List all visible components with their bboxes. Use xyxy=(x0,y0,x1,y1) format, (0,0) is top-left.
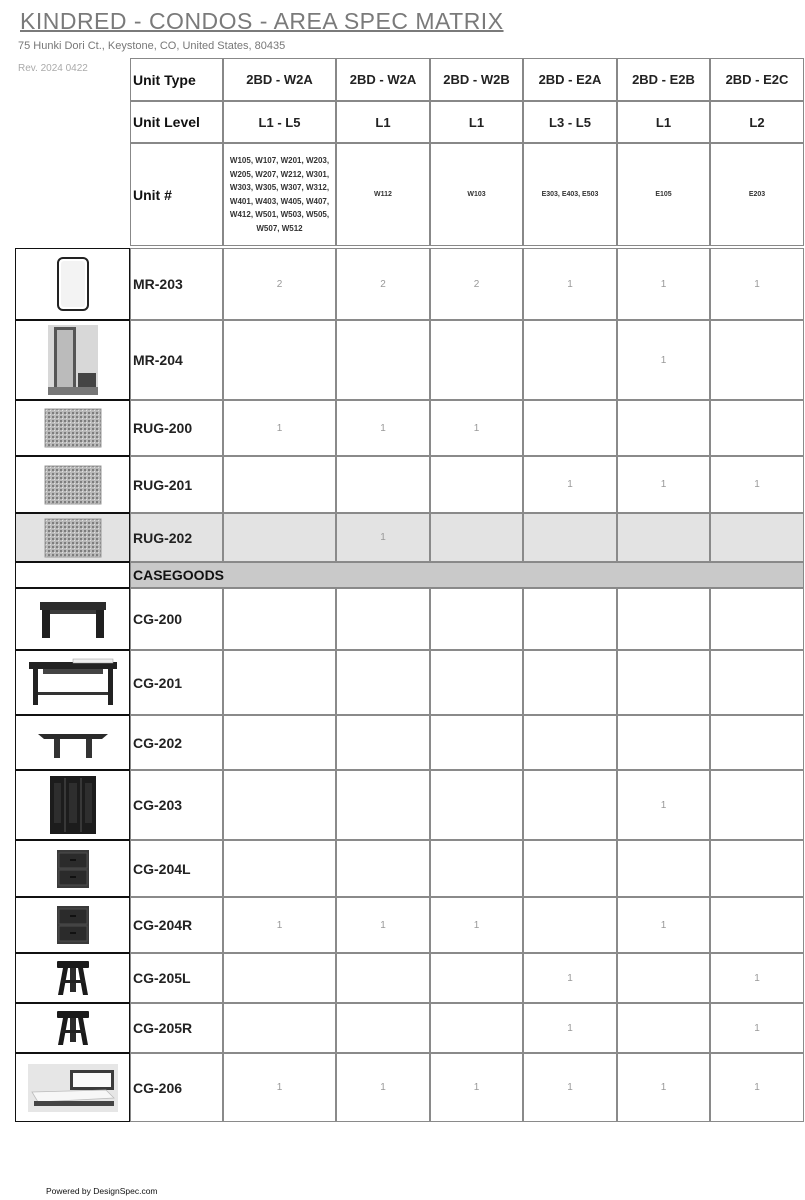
item-image[interactable] xyxy=(15,897,130,953)
quantity-cell xyxy=(336,953,430,1003)
quantity-cell xyxy=(336,715,430,770)
quantity-cell: 1 xyxy=(523,1003,617,1053)
nightstand-icon xyxy=(56,905,90,945)
quantity-cell xyxy=(617,840,710,897)
column-type-cell: 2BD - E2B xyxy=(617,58,710,101)
floor-mirror-icon xyxy=(48,325,98,395)
quantity-cell xyxy=(223,715,336,770)
console-table-icon xyxy=(38,598,108,640)
quantity-cell xyxy=(430,588,523,650)
item-image[interactable] xyxy=(15,400,130,456)
stool-icon xyxy=(53,959,93,997)
item-code[interactable]: RUG-201 xyxy=(130,456,223,513)
quantity-cell: 1 xyxy=(523,248,617,320)
column-level-cell: L3 - L5 xyxy=(523,101,617,143)
quantity-cell: 1 xyxy=(617,248,710,320)
item-code[interactable]: CG-202 xyxy=(130,715,223,770)
quantity-cell xyxy=(523,320,617,400)
item-image[interactable] xyxy=(15,248,130,320)
item-code[interactable]: CG-206 xyxy=(130,1053,223,1122)
column-type-cell: 2BD - W2A xyxy=(223,58,336,101)
item-image[interactable] xyxy=(15,1003,130,1053)
item-code[interactable]: CG-205R xyxy=(130,1003,223,1053)
quantity-cell xyxy=(430,456,523,513)
item-image[interactable] xyxy=(15,715,130,770)
section-header-casegoods: CASEGOODS xyxy=(130,562,804,588)
quantity-cell xyxy=(430,953,523,1003)
column-level-cell: L1 xyxy=(617,101,710,143)
revision-label: Rev. 2024 0422 xyxy=(18,63,88,74)
quantity-cell: 1 xyxy=(617,456,710,513)
item-image[interactable] xyxy=(15,650,130,715)
quantity-cell xyxy=(430,840,523,897)
mirror-icon xyxy=(55,256,91,312)
quantity-cell xyxy=(523,400,617,456)
quantity-cell: 2 xyxy=(430,248,523,320)
quantity-cell xyxy=(223,1003,336,1053)
quantity-cell xyxy=(336,1003,430,1053)
rug-icon xyxy=(44,465,102,505)
quantity-cell: 1 xyxy=(617,770,710,840)
quantity-cell: 1 xyxy=(223,1053,336,1122)
column-units-cell: W112 xyxy=(336,143,430,246)
quantity-cell xyxy=(710,650,804,715)
section-spacer xyxy=(15,562,130,588)
item-image[interactable] xyxy=(15,1053,130,1122)
quantity-cell xyxy=(430,770,523,840)
quantity-cell xyxy=(223,320,336,400)
row-header-unit-number: Unit # xyxy=(130,143,223,246)
nightstand-icon xyxy=(56,849,90,889)
item-image[interactable] xyxy=(15,840,130,897)
item-image[interactable] xyxy=(15,320,130,400)
column-type-cell: 2BD - E2C xyxy=(710,58,804,101)
column-type-cell: 2BD - W2A xyxy=(336,58,430,101)
quantity-cell: 1 xyxy=(223,897,336,953)
rug-icon xyxy=(44,408,102,448)
quantity-cell: 1 xyxy=(430,1053,523,1122)
column-units-cell: E303, E403, E503 xyxy=(523,143,617,246)
quantity-cell xyxy=(523,650,617,715)
quantity-cell xyxy=(223,513,336,562)
item-image[interactable] xyxy=(15,953,130,1003)
stool-icon xyxy=(53,1009,93,1047)
quantity-cell xyxy=(710,715,804,770)
column-units-cell: W105, W107, W201, W203, W205, W207, W212, W301, W303, W305, W307, W312, W401, W403, W405, W407, W412, W501, W503, W505, W507, W512 xyxy=(223,143,336,246)
quantity-cell: 2 xyxy=(223,248,336,320)
item-code[interactable]: CG-204R xyxy=(130,897,223,953)
item-code[interactable]: CG-204L xyxy=(130,840,223,897)
quantity-cell: 1 xyxy=(710,456,804,513)
dining-table-icon xyxy=(36,726,110,760)
quantity-cell xyxy=(223,588,336,650)
rug-icon xyxy=(44,518,102,558)
quantity-cell xyxy=(710,897,804,953)
quantity-cell: 1 xyxy=(223,400,336,456)
item-image[interactable] xyxy=(15,513,130,562)
quantity-cell xyxy=(617,400,710,456)
column-level-cell: L2 xyxy=(710,101,804,143)
quantity-cell xyxy=(710,320,804,400)
item-code[interactable]: CG-205L xyxy=(130,953,223,1003)
quantity-cell xyxy=(617,588,710,650)
bed-icon xyxy=(28,1064,118,1112)
quantity-cell xyxy=(223,456,336,513)
quantity-cell xyxy=(223,770,336,840)
quantity-cell: 1 xyxy=(336,513,430,562)
quantity-cell xyxy=(710,400,804,456)
column-level-cell: L1 xyxy=(336,101,430,143)
quantity-cell xyxy=(336,320,430,400)
column-type-cell: 2BD - W2B xyxy=(430,58,523,101)
column-type-cell: 2BD - E2A xyxy=(523,58,617,101)
quantity-cell xyxy=(523,513,617,562)
quantity-cell: 1 xyxy=(430,400,523,456)
quantity-cell: 1 xyxy=(710,248,804,320)
item-code[interactable]: CG-203 xyxy=(130,770,223,840)
item-image[interactable] xyxy=(15,456,130,513)
quantity-cell xyxy=(430,1003,523,1053)
quantity-cell xyxy=(523,770,617,840)
row-header-unit-level: Unit Level xyxy=(130,101,223,143)
quantity-cell xyxy=(430,650,523,715)
column-units-cell: W103 xyxy=(430,143,523,246)
column-units-cell: E203 xyxy=(710,143,804,246)
column-level-cell: L1 xyxy=(430,101,523,143)
item-code[interactable]: CG-201 xyxy=(130,650,223,715)
quantity-cell xyxy=(617,650,710,715)
item-code[interactable]: CG-200 xyxy=(130,588,223,650)
quantity-cell xyxy=(617,953,710,1003)
row-header-unit-type: Unit Type xyxy=(130,58,223,101)
quantity-cell: 1 xyxy=(336,1053,430,1122)
quantity-cell xyxy=(223,840,336,897)
quantity-cell xyxy=(523,588,617,650)
quantity-cell xyxy=(710,513,804,562)
quantity-cell: 1 xyxy=(617,320,710,400)
project-address: 75 Hunki Dori Ct., Keystone, CO, United States, 80435 xyxy=(18,40,286,52)
wardrobe-icon xyxy=(49,775,97,835)
quantity-cell: 1 xyxy=(523,1053,617,1122)
quantity-cell xyxy=(523,715,617,770)
quantity-cell xyxy=(617,715,710,770)
quantity-cell xyxy=(223,953,336,1003)
column-units-cell: E105 xyxy=(617,143,710,246)
quantity-cell xyxy=(710,770,804,840)
quantity-cell xyxy=(430,513,523,562)
quantity-cell: 1 xyxy=(710,953,804,1003)
quantity-cell: 1 xyxy=(617,1053,710,1122)
column-level-cell: L1 - L5 xyxy=(223,101,336,143)
quantity-cell: 1 xyxy=(336,400,430,456)
quantity-cell: 1 xyxy=(336,897,430,953)
quantity-cell xyxy=(523,897,617,953)
quantity-cell xyxy=(336,456,430,513)
item-code[interactable]: RUG-200 xyxy=(130,400,223,456)
quantity-cell xyxy=(223,650,336,715)
quantity-cell: 1 xyxy=(523,456,617,513)
quantity-cell: 2 xyxy=(336,248,430,320)
page-title: KINDRED - CONDOS - AREA SPEC MATRIX xyxy=(20,8,504,34)
item-code[interactable]: MR-204 xyxy=(130,320,223,400)
desk-icon xyxy=(27,658,119,708)
quantity-cell xyxy=(710,840,804,897)
quantity-cell: 1 xyxy=(523,953,617,1003)
quantity-cell xyxy=(523,840,617,897)
item-code[interactable]: MR-203 xyxy=(130,248,223,320)
footer-credit[interactable]: Powered by DesignSpec.com xyxy=(46,1186,158,1196)
quantity-cell xyxy=(336,840,430,897)
quantity-cell: 1 xyxy=(430,897,523,953)
quantity-cell: 1 xyxy=(710,1053,804,1122)
item-image[interactable] xyxy=(15,588,130,650)
quantity-cell: 1 xyxy=(617,897,710,953)
quantity-cell xyxy=(430,320,523,400)
quantity-cell: 1 xyxy=(710,1003,804,1053)
quantity-cell xyxy=(336,770,430,840)
quantity-cell xyxy=(710,588,804,650)
quantity-cell xyxy=(430,715,523,770)
quantity-cell xyxy=(336,588,430,650)
quantity-cell xyxy=(336,650,430,715)
item-image[interactable] xyxy=(15,770,130,840)
quantity-cell xyxy=(617,1003,710,1053)
quantity-cell xyxy=(617,513,710,562)
item-code[interactable]: RUG-202 xyxy=(130,513,223,562)
